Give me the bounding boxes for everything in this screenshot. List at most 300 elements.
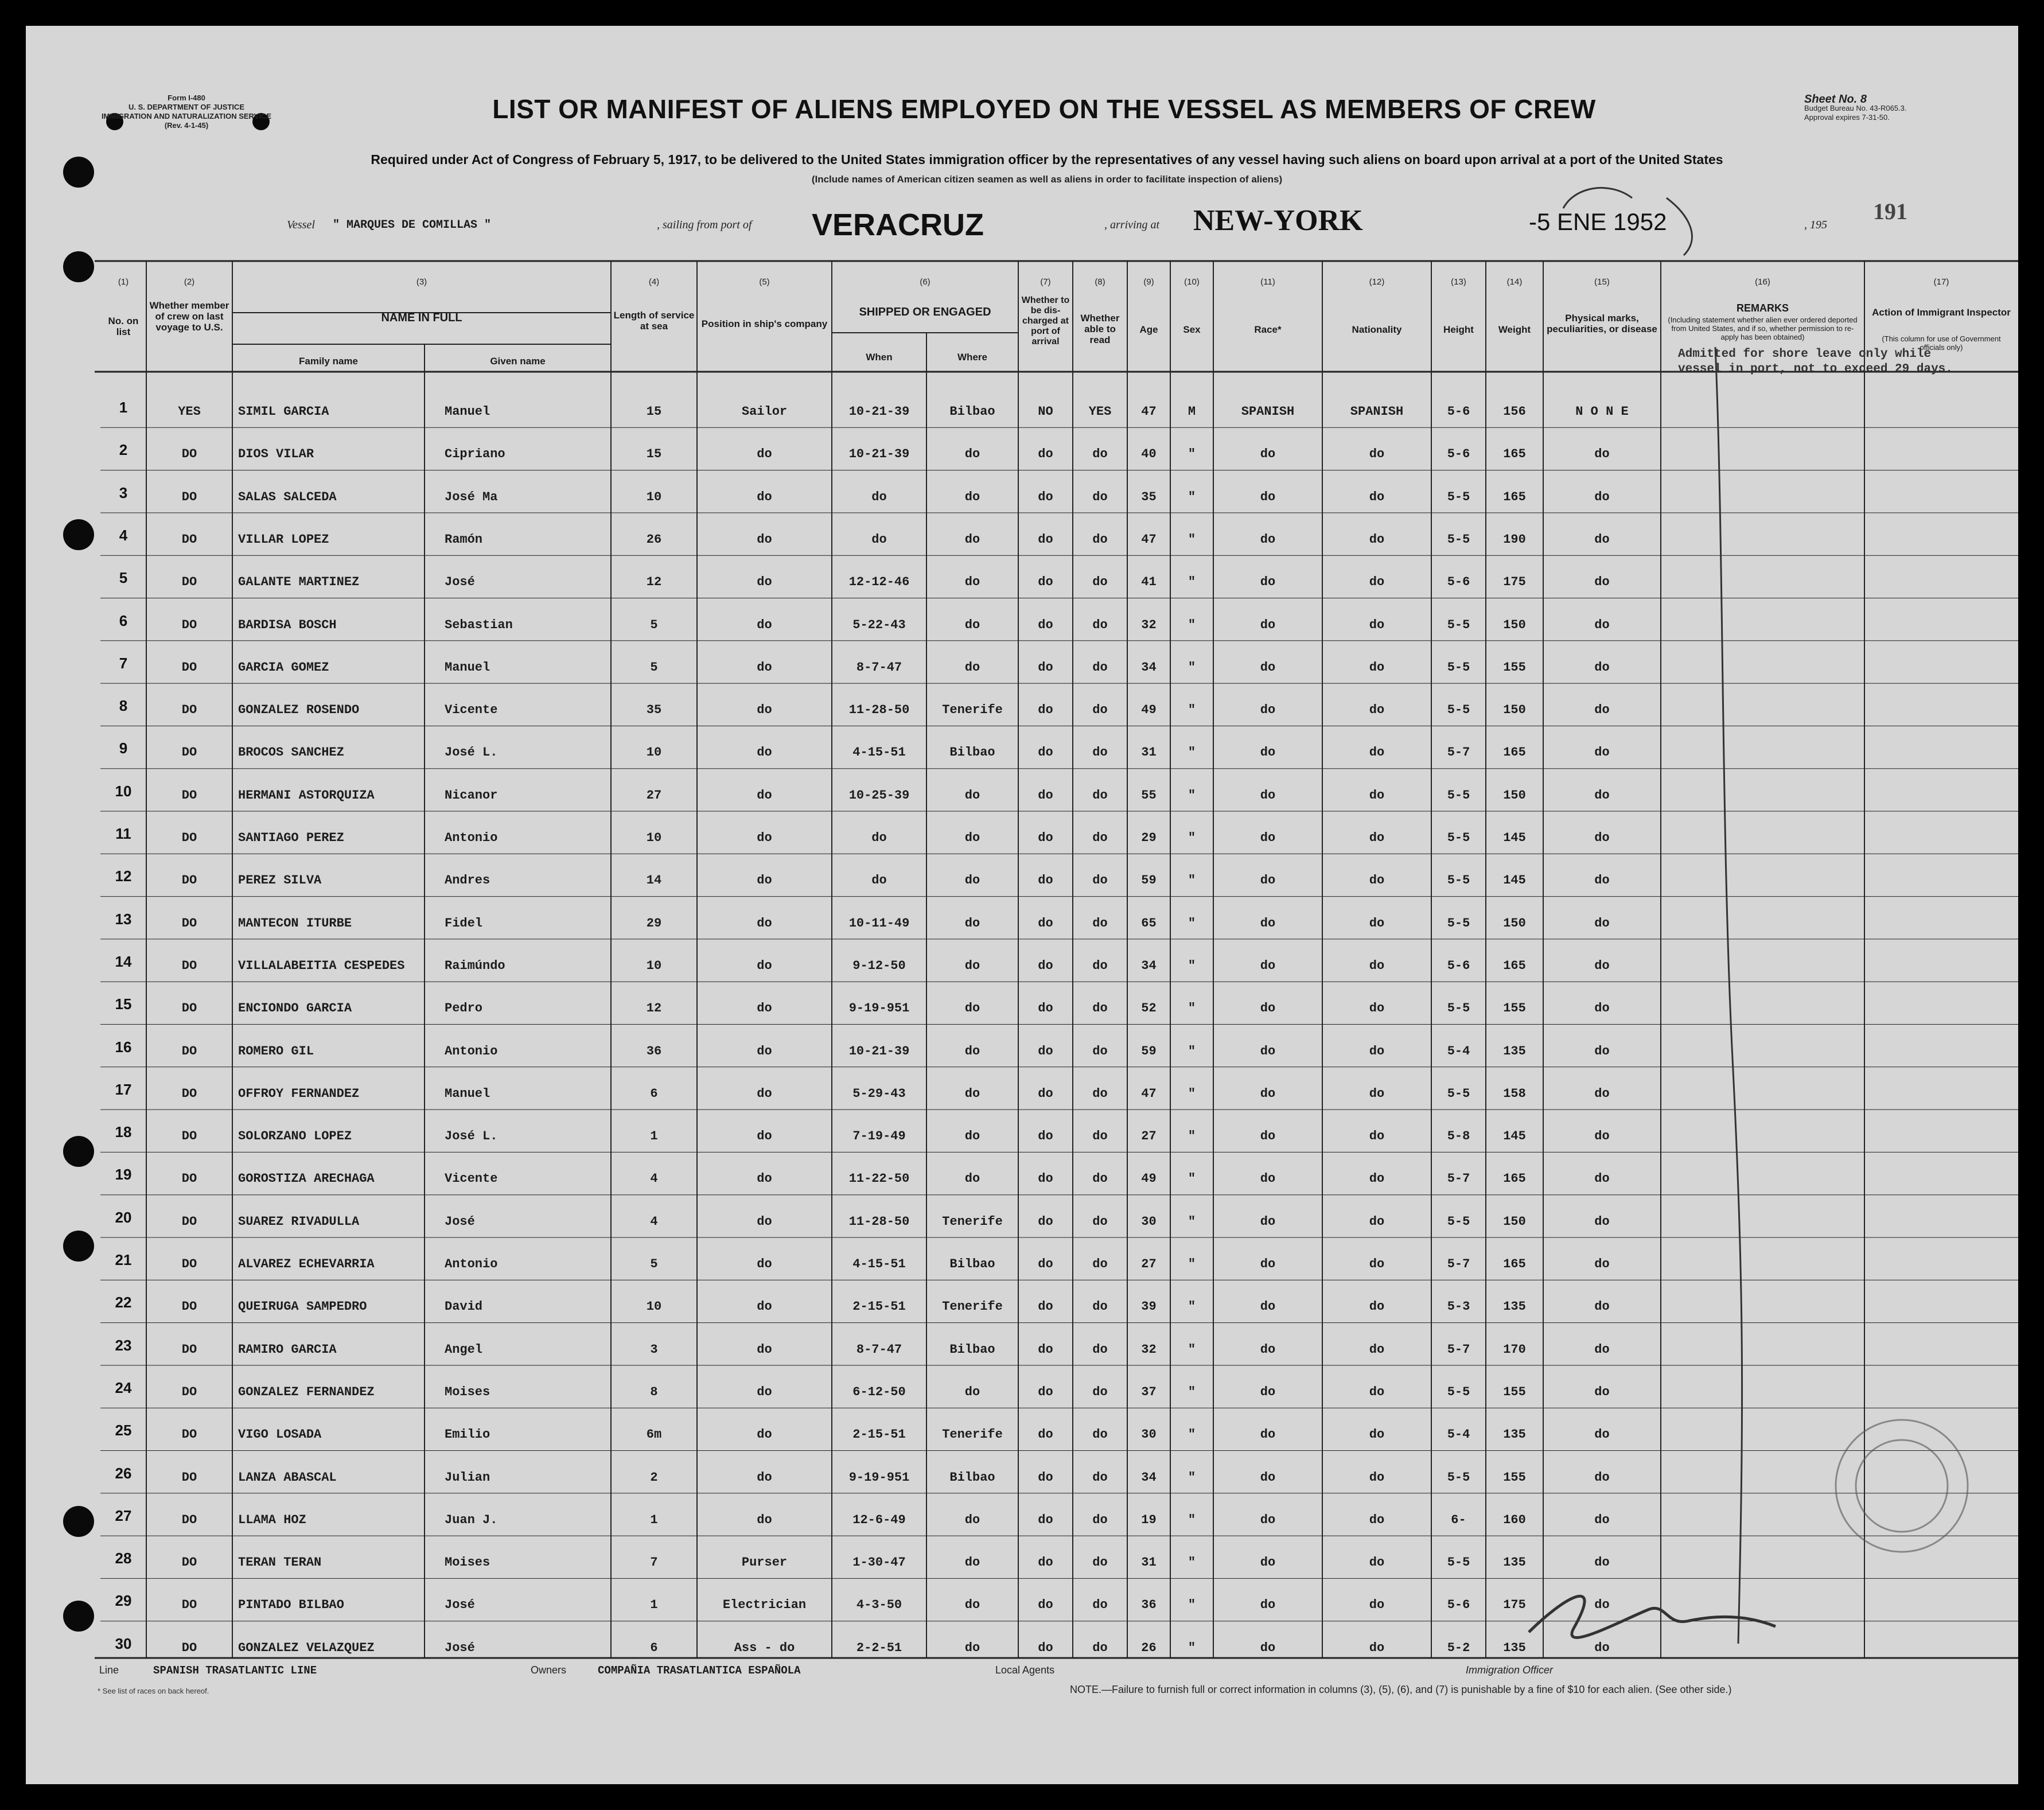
line-label: Line [99, 1664, 119, 1676]
shipped-where: do [964, 1129, 980, 1144]
family-name: LANZA ABASCAL [238, 1470, 337, 1485]
race: do [1260, 617, 1276, 632]
physical-marks: do [1594, 575, 1610, 590]
sex: " [1188, 788, 1196, 803]
given-name: Manuel [445, 1086, 490, 1101]
shipped-where: Bilbao [949, 1342, 995, 1357]
row-number: 17 [115, 1080, 132, 1098]
physical-marks: do [1594, 447, 1610, 462]
header-last-voyage: Whether member of crew on last voyage to U.S. [149, 300, 229, 333]
handwriting-overlay [26, 26, 2018, 1784]
row-number: 27 [115, 1507, 132, 1524]
budget-bureau: Budget Bureau No. 43-R065.3. [1804, 104, 1907, 112]
physical-marks: do [1594, 660, 1610, 675]
sex: " [1188, 617, 1196, 632]
physical-marks: do [1594, 1598, 1610, 1613]
shipped-where: do [964, 489, 980, 504]
penalty-note: NOTE.—Failure to furnish full or correct information in columns (3), (5), (6), and (7) is punishable by a fine of $10 for each alien. (See other side.) [1070, 1684, 1732, 1695]
sex: " [1188, 1342, 1196, 1357]
height: 5-4 [1447, 1427, 1470, 1442]
sex: " [1188, 447, 1196, 462]
given-name: Vicente [445, 703, 498, 718]
service-length: 15 [646, 404, 662, 419]
sex: " [1188, 703, 1196, 718]
physical-marks: do [1594, 532, 1610, 547]
height: 5-7 [1447, 1171, 1470, 1186]
shipped-where: Tenerife [942, 1299, 1003, 1314]
weight: 150 [1503, 1214, 1526, 1229]
family-name: ENCIONDO GARCIA [238, 1001, 352, 1016]
shipped-when: 8-7-47 [856, 660, 902, 675]
weight: 190 [1503, 532, 1526, 547]
able-to-read: do [1092, 1470, 1108, 1485]
position: do [757, 532, 772, 547]
service-length: 35 [646, 703, 662, 718]
last-voyage: DO [181, 958, 197, 973]
race: do [1260, 1555, 1276, 1570]
sex: " [1188, 873, 1196, 888]
nationality: do [1369, 873, 1385, 888]
service-length: 1 [650, 1512, 658, 1527]
discharged: NO [1038, 404, 1053, 419]
race: do [1260, 745, 1276, 760]
given-name: Antonio [445, 1044, 498, 1058]
year-label: , 195 [1804, 219, 1827, 231]
shipped-where: Tenerife [942, 703, 1003, 718]
age: 29 [1141, 831, 1157, 845]
height: 5-6 [1447, 1598, 1470, 1613]
last-voyage: DO [181, 1171, 197, 1186]
shipped-where: Tenerife [942, 1427, 1003, 1442]
position: do [757, 1299, 772, 1314]
service-length: 4 [650, 1214, 658, 1229]
nationality: do [1369, 1427, 1385, 1442]
sex: " [1188, 745, 1196, 760]
position: Ass - do [734, 1640, 795, 1655]
row-number: 18 [115, 1123, 132, 1141]
race: do [1260, 1044, 1276, 1058]
sex: " [1188, 1640, 1196, 1655]
service-length: 12 [646, 1001, 662, 1016]
age: 49 [1141, 1171, 1157, 1186]
able-to-read: do [1092, 1342, 1108, 1357]
nationality: do [1369, 1129, 1385, 1144]
agents-label: Local Agents [995, 1664, 1055, 1676]
race: do [1260, 1512, 1276, 1527]
given-name: José Ma [445, 489, 498, 504]
nationality: SPANISH [1350, 404, 1404, 419]
physical-marks: do [1594, 1640, 1610, 1655]
shipped-where: Tenerife [942, 1214, 1003, 1229]
given-name: José [445, 1214, 475, 1229]
shipped-when: 2-2-51 [856, 1640, 902, 1655]
age: 65 [1141, 916, 1157, 931]
physical-marks: do [1594, 1299, 1610, 1314]
col-num-1: (1) [118, 277, 129, 287]
height: 5-6 [1447, 447, 1470, 462]
race: do [1260, 660, 1276, 675]
header-where: Where [957, 352, 987, 363]
race: do [1260, 1299, 1276, 1314]
position: do [757, 1086, 772, 1101]
able-to-read: do [1092, 575, 1108, 590]
col-num-4: (4) [648, 277, 660, 287]
height: 5-5 [1447, 660, 1470, 675]
discharged: do [1038, 1214, 1053, 1229]
header-inspector: Action of Immigrant Inspector [1872, 307, 2011, 318]
last-voyage: DO [181, 532, 197, 547]
age: 40 [1141, 447, 1157, 462]
shipped-when: 6-12-50 [852, 1384, 906, 1399]
physical-marks: do [1594, 788, 1610, 803]
service-length: 5 [650, 617, 658, 632]
race: do [1260, 1598, 1276, 1613]
service-length: 1 [650, 1598, 658, 1613]
sex: " [1188, 660, 1196, 675]
able-to-read: do [1092, 489, 1108, 504]
manifest-page [26, 26, 2018, 1784]
shipped-where: do [964, 447, 980, 462]
position: Purser [741, 1555, 788, 1570]
shipped-where: Bilbao [949, 404, 995, 419]
height: 5-5 [1447, 1086, 1470, 1101]
able-to-read: do [1092, 1598, 1108, 1613]
stamp-number: 191 [1873, 198, 1907, 224]
sex: " [1188, 916, 1196, 931]
given-name: José L. [445, 1129, 498, 1144]
service-length: 10 [646, 831, 662, 845]
family-name: GALANTE MARTINEZ [238, 575, 360, 590]
position: do [757, 489, 772, 504]
given-name: Raimúndo [445, 958, 505, 973]
service-length: 36 [646, 1044, 662, 1058]
physical-marks: do [1594, 1470, 1610, 1485]
shipped-where: do [964, 1044, 980, 1058]
height: 5-2 [1447, 1640, 1470, 1655]
position: do [757, 1171, 772, 1186]
owners-value: COMPAÑIA TRASATLANTICA ESPAÑOLA [598, 1664, 801, 1677]
weight: 165 [1503, 447, 1526, 462]
weight: 150 [1503, 788, 1526, 803]
row-number: 4 [119, 526, 128, 544]
service-length: 29 [646, 916, 662, 931]
header-nationality: Nationality [1352, 324, 1402, 335]
shipped-where: do [964, 831, 980, 845]
nationality: do [1369, 1384, 1385, 1399]
row-number: 26 [115, 1464, 132, 1482]
age: 49 [1141, 703, 1157, 718]
shipped-where: do [964, 617, 980, 632]
height: 5-5 [1447, 489, 1470, 504]
service-length: 5 [650, 660, 658, 675]
last-voyage: DO [181, 1640, 197, 1655]
nationality: do [1369, 617, 1385, 632]
nationality: do [1369, 745, 1385, 760]
family-name: GONZALEZ FERNANDEZ [238, 1384, 375, 1399]
position: do [757, 916, 772, 931]
position: do [757, 1129, 772, 1144]
family-name: ROMERO GIL [238, 1044, 314, 1058]
position: do [757, 575, 772, 590]
discharged: do [1038, 575, 1053, 590]
weight: 145 [1503, 1129, 1526, 1144]
able-to-read: do [1092, 1299, 1108, 1314]
family-name: HERMANI ASTORQUIZA [238, 788, 375, 803]
sex: " [1188, 1470, 1196, 1485]
position: do [757, 660, 772, 675]
last-voyage: DO [181, 1470, 197, 1485]
age: 30 [1141, 1214, 1157, 1229]
sheet-value: 8 [1860, 93, 1867, 106]
row-number: 12 [115, 867, 132, 885]
header-race: Race* [1254, 324, 1282, 335]
weight: 155 [1503, 1384, 1526, 1399]
service-length: 1 [650, 1129, 658, 1144]
date-stamp: -5 ENE 1952 [1529, 208, 1667, 235]
discharged: do [1038, 1342, 1053, 1357]
weight: 165 [1503, 1257, 1526, 1271]
nationality: do [1369, 1044, 1385, 1058]
page-title: LIST OR MANIFEST OF ALIENS EMPLOYED ON THE VESSEL AS MEMBERS OF CREW [492, 94, 1596, 124]
nationality: do [1369, 575, 1385, 590]
service-length: 2 [650, 1470, 658, 1485]
given-name: Cipriano [445, 447, 505, 462]
able-to-read: do [1092, 617, 1108, 632]
shipped-when: 9-12-50 [852, 958, 906, 973]
last-voyage: DO [181, 1598, 197, 1613]
able-to-read: do [1092, 788, 1108, 803]
physical-marks: do [1594, 1214, 1610, 1229]
able-to-read: do [1092, 532, 1108, 547]
col-num-3: (3) [416, 277, 427, 287]
sheet-label: Sheet No. [1804, 93, 1858, 106]
shipped-where: do [964, 788, 980, 803]
service-length: 26 [646, 532, 662, 547]
weight: 150 [1503, 703, 1526, 718]
nationality: do [1369, 1299, 1385, 1314]
given-name: Pedro [445, 1001, 483, 1016]
shipped-where: do [964, 1640, 980, 1655]
race: do [1260, 1427, 1276, 1442]
last-voyage: DO [181, 1257, 197, 1271]
row-number: 24 [115, 1379, 132, 1396]
race: do [1260, 831, 1276, 845]
shipped-when: 11-28-50 [848, 703, 910, 718]
last-voyage: DO [181, 1555, 197, 1570]
able-to-read: do [1092, 1086, 1108, 1101]
shipped-when: do [871, 489, 887, 504]
row-number: 5 [119, 569, 128, 587]
family-name: BROCOS SANCHEZ [238, 745, 344, 760]
last-voyage: DO [181, 1384, 197, 1399]
age: 27 [1141, 1257, 1157, 1271]
race: do [1260, 916, 1276, 931]
sex: " [1188, 1001, 1196, 1016]
header-physical-marks: Physical marks, peculiarities, or disease [1547, 313, 1657, 334]
family-name: GARCIA GOMEZ [238, 660, 329, 675]
col-num-17: (17) [1933, 277, 1949, 287]
age: 34 [1141, 958, 1157, 973]
given-name: David [445, 1299, 483, 1314]
approval-expiry: Approval expires 7-31-50. [1804, 113, 1890, 122]
nationality: do [1369, 1257, 1385, 1271]
nationality: do [1369, 532, 1385, 547]
header-position: Position in ship's company [701, 318, 828, 329]
shipped-where: Bilbao [949, 1257, 995, 1271]
service-length: 6 [650, 1086, 658, 1101]
physical-marks: do [1594, 703, 1610, 718]
height: 5-7 [1447, 1342, 1470, 1357]
family-name: ALVAREZ ECHEVARRIA [238, 1257, 375, 1271]
given-name: José [445, 575, 475, 590]
header-weight: Weight [1498, 324, 1531, 335]
row-number: 14 [115, 952, 132, 970]
shipped-when: 4-15-51 [852, 745, 906, 760]
race: do [1260, 703, 1276, 718]
header-inspector-sub: (This column for use of Government officials only) [1882, 334, 2001, 352]
discharged: do [1038, 1044, 1053, 1058]
last-voyage: YES [178, 404, 201, 419]
family-name: RAMIRO GARCIA [238, 1342, 337, 1357]
service-length: 15 [646, 447, 662, 462]
weight: 165 [1503, 745, 1526, 760]
row-number: 3 [119, 484, 128, 501]
weight: 165 [1503, 489, 1526, 504]
shipped-where: do [964, 1384, 980, 1399]
col-num-16: (16) [1755, 277, 1770, 287]
header-shipped-engaged: SHIPPED OR ENGAGED [859, 306, 991, 318]
nationality: do [1369, 958, 1385, 973]
shipped-when: do [871, 873, 887, 888]
age: 32 [1141, 617, 1157, 632]
weight: 145 [1503, 873, 1526, 888]
shipped-when: 10-25-39 [848, 788, 910, 803]
sex: " [1188, 1171, 1196, 1186]
col-num-7: (7) [1040, 277, 1051, 287]
nationality: do [1369, 1640, 1385, 1655]
port-from: VERACRUZ [812, 208, 984, 242]
weight: 175 [1503, 1598, 1526, 1613]
last-voyage: DO [181, 788, 197, 803]
physical-marks: do [1594, 916, 1610, 931]
able-to-read: do [1092, 1512, 1108, 1527]
remarks-note: Admitted for shore leave only while vessel in port, not to exceed 29 days. [1678, 348, 1953, 376]
row-number: 9 [119, 739, 128, 757]
row-number: 7 [119, 654, 128, 672]
discharged: do [1038, 1086, 1053, 1101]
age: 26 [1141, 1640, 1157, 1655]
given-name: Antonio [445, 831, 498, 845]
able-to-read: do [1092, 958, 1108, 973]
physical-marks: do [1594, 1427, 1610, 1442]
age: 32 [1141, 1342, 1157, 1357]
height: 5-4 [1447, 1044, 1470, 1058]
shipped-where: do [964, 575, 980, 590]
family-name: SUAREZ RIVADULLA [238, 1214, 360, 1229]
able-to-read: do [1092, 1171, 1108, 1186]
age: 39 [1141, 1299, 1157, 1314]
weight: 135 [1503, 1044, 1526, 1058]
race: do [1260, 447, 1276, 462]
shipped-when: 12-6-49 [852, 1512, 906, 1527]
arriving-label: , arriving at [1104, 219, 1160, 231]
given-name: Andres [445, 873, 490, 888]
weight: 135 [1503, 1427, 1526, 1442]
height: 5-7 [1447, 745, 1470, 760]
shipped-where: do [964, 1171, 980, 1186]
nationality: do [1369, 1171, 1385, 1186]
col-num-2: (2) [184, 277, 195, 287]
last-voyage: DO [181, 1342, 197, 1357]
given-name: Julian [445, 1470, 490, 1485]
last-voyage: DO [181, 660, 197, 675]
header-able-to-read: Whether able to read [1080, 313, 1120, 345]
given-name: Angel [445, 1342, 483, 1357]
shipped-when: 11-22-50 [848, 1171, 910, 1186]
race: do [1260, 1640, 1276, 1655]
physical-marks: do [1594, 1171, 1610, 1186]
physical-marks: do [1594, 1342, 1610, 1357]
nationality: do [1369, 831, 1385, 845]
physical-marks: do [1594, 745, 1610, 760]
shipped-when: 1-30-47 [852, 1555, 906, 1570]
discharged: do [1038, 831, 1053, 845]
officer-label: Immigration Officer [1466, 1664, 1554, 1676]
given-name: Antonio [445, 1257, 498, 1271]
family-name: VILLAR LOPEZ [238, 532, 329, 547]
service-length: 10 [646, 745, 662, 760]
last-voyage: DO [181, 831, 197, 845]
race: do [1260, 1086, 1276, 1101]
weight: 155 [1503, 660, 1526, 675]
col-num-5: (5) [759, 277, 770, 287]
age: 47 [1141, 1086, 1157, 1101]
shipped-when: 9-19-951 [848, 1470, 910, 1485]
age: 34 [1141, 660, 1157, 675]
age: 31 [1141, 1555, 1157, 1570]
able-to-read: do [1092, 873, 1108, 888]
age: 41 [1141, 575, 1157, 590]
round-stamp-inner [1856, 1440, 1948, 1532]
position: do [757, 1001, 772, 1016]
given-name: Emilio [445, 1427, 490, 1442]
position: do [757, 1512, 772, 1527]
row-number: 11 [115, 825, 131, 842]
position: Electrician [722, 1598, 807, 1613]
race: do [1260, 1342, 1276, 1357]
last-voyage: DO [181, 1427, 197, 1442]
age: 47 [1141, 404, 1157, 419]
height: 5-3 [1447, 1299, 1470, 1314]
weight: 150 [1503, 916, 1526, 931]
sex: " [1188, 831, 1196, 845]
service-length: 3 [650, 1342, 658, 1357]
position: do [757, 873, 772, 888]
shipped-when: 10-21-39 [848, 1044, 910, 1058]
shipped-when: 2-15-51 [852, 1299, 906, 1314]
row-number: 13 [115, 910, 132, 928]
family-name: GONZALEZ VELAZQUEZ [238, 1640, 375, 1655]
nationality: do [1369, 916, 1385, 931]
discharged: do [1038, 1299, 1053, 1314]
family-name: SALAS SALCEDA [238, 489, 337, 504]
position: do [757, 745, 772, 760]
col-num-9: (9) [1143, 277, 1154, 287]
position: do [757, 447, 772, 462]
last-voyage: DO [181, 1001, 197, 1016]
physical-marks: do [1594, 1257, 1610, 1271]
able-to-read: do [1092, 831, 1108, 845]
